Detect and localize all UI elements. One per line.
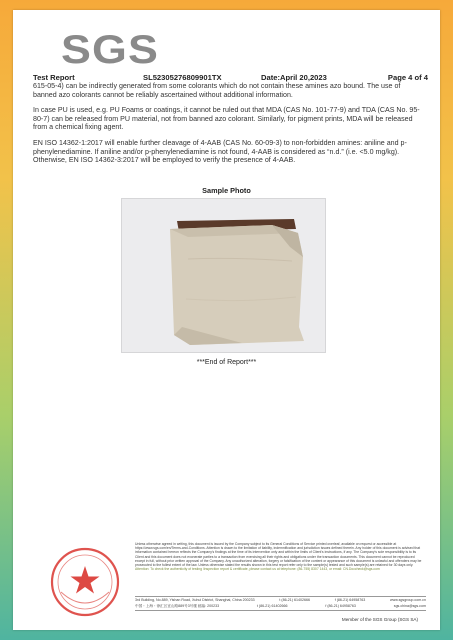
report-date: Date:April 20,2023	[261, 73, 327, 82]
address-cn-tel: t (86-21) 61402666	[256, 603, 288, 608]
end-of-report: ***End of Report***	[196, 359, 257, 366]
sample-photo	[121, 198, 326, 353]
address-cn: 中国・上海・徐汇区宜山路889号3号楼 邮编: 200233	[135, 603, 220, 608]
report-number: SL52305276809901TX	[143, 73, 222, 82]
page-indicator: Page 4 of 4	[387, 73, 428, 82]
authenticity-notice: Attention: To check the authenticity of testing /inspection report & certificate, please contact us at telephone: (86-755) 8307 1443, or email: CN.Doccheck@sgs.com	[135, 567, 380, 572]
report-label: Test Report	[33, 73, 75, 82]
fabric-sample-image	[122, 199, 325, 352]
paragraph-4aab: EN ISO 14362-1:2017 will enable further cleavage of 4-AAB (CAS No. 60-09-3) to non-forbidden amines: aniline and p-phenylenediamine. If aniline and/or p-phenylenediamine is not found, 4-AAB is considered as “n.d.” (i.e. <5.0 mg/kg). Otherwise, EN ISO 14362-3:2017 will be employed to verify the presence of 4-AAB.	[33, 138, 407, 165]
legal-text: Unless otherwise agreed in writing, this document is issued by the Company subject to its General Conditions of Service printed overleaf, available on request or accessible at https://www.sgs.com/en/Terms-and-Conditions. Attention is drawn to the limitation of liability, indemnification and jurisdiction issues defined therein. Any holder of this document is advised that information contained hereon reflects the Company's findings at the time of its intervention only and within the limits of Client's instructions, if any. The Company's sole responsibility is to its Client and this document does not exonerate parties to a transaction from exercising all their rights and obligations under the transaction documents. This document cannot be reproduced except in full, without prior written approval of the Company. Any unauthorized alteration, forgery or falsification of the content or appearance of this document is unlawful and offenders may be prosecuted to the fullest extent of the law. Unless otherwise stated the results shown in this test report refer only to the sample(s) tested and such sample(s) are retained for 30 days only.	[135, 542, 422, 568]
address-block	[135, 595, 426, 612]
address-email: sgs.china@sgs.com	[393, 603, 426, 608]
sample-photo-title: Sample Photo	[202, 186, 251, 195]
paragraph-azo-amines: 615-05-4) can be indirectly generated from some colorants which do not contain these amines azo bound. The use of banned azo colorants cannot be reliably ascertained without additional information.	[33, 82, 401, 99]
address-web: www.sgsgroup.com.cn	[390, 598, 426, 602]
address-row-cn	[135, 604, 426, 610]
sgs-logo: SGS	[61, 28, 159, 72]
paragraph-pu-material: In case PU is used, e.g. PU Foams or coatings, it cannot be ruled out that MDA (CAS No. 101-77-9) and TDA (CAS No. 95-80-7) can be released from PU material, not from banned azo colorant. Similarly, for pigment prints, MDA will be released from a chemical fixing agent.	[33, 106, 420, 132]
address-en-fax: f (86-21) 64958763	[334, 598, 366, 602]
address-cn-fax: f (86-21) 64958763	[325, 603, 356, 608]
address-en: 3rd Building, No.889, Yishan Road, Xuhui District, Shanghai, China 200233	[135, 598, 255, 602]
member-note: Member of the SGS Group (SGS SA)	[341, 617, 418, 622]
report-body	[33, 82, 422, 172]
address-en-tel: t (86-21) 61402666	[279, 598, 310, 602]
official-seal-stamp	[47, 544, 123, 620]
legal-disclaimer	[135, 542, 422, 571]
report-page	[13, 10, 440, 630]
